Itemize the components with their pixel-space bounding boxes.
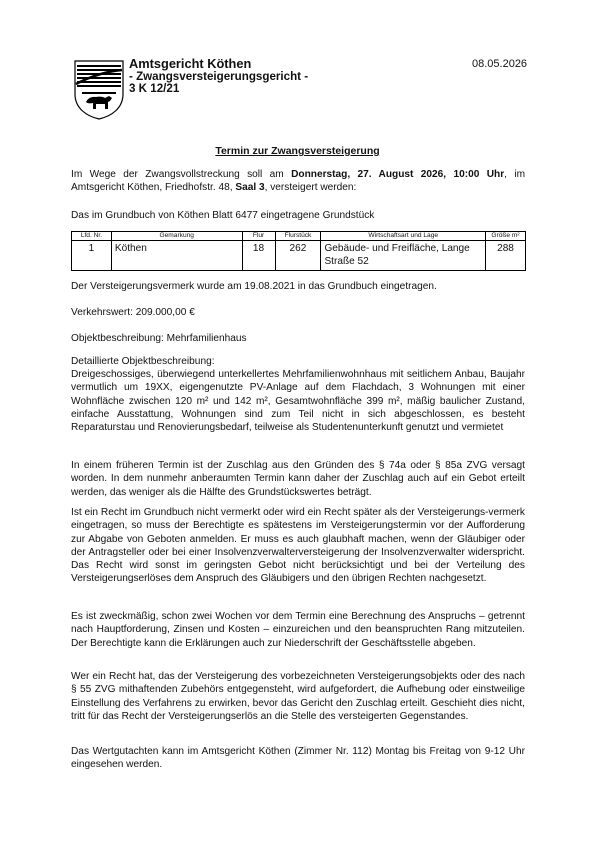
cell-wirtschaftsart: Gebäude- und Freifläche, Lange Straße 52 [321,241,486,271]
intro-text-1: Im Wege der Zwangsvollstreckung soll am [71,169,292,180]
cell-gemarkung: Köthen [111,241,242,271]
object-description: Objektbeschreibung: Mehrfamilienhaus [71,333,247,344]
registration-note: Der Versteigerungsvermerk wurde am 19.08.2021 in das Grundbuch eingetragen. [71,281,437,292]
header-groesse: Größe m² [486,232,526,241]
auction-date: Donnerstag, 27. August 2026, 10:00 Uhr [291,169,505,180]
header-lfd-nr: Lfd. Nr. [72,232,112,241]
detailed-description-label: Detaillierte Objektbeschreibung: [71,356,215,367]
appraisal-paragraph: Das Wertgutachten kann im Amtsgericht Köthen (Zimmer Nr. 112) Montag bis Freitag von 9-12 Uhr eingesehen werden. [71,746,525,771]
file-number: 3 K 12/21 [129,82,180,96]
document-date: 08.05.2026 [472,58,528,70]
cell-flur: 18 [242,241,275,271]
table-header-row [72,232,526,241]
court-header [129,58,308,96]
intro-paragraph [71,168,525,195]
auction-room: Saal 3 [235,182,265,194]
detailed-description: Dreigeschossiges, überwiegend unterkellertes Mehrfamilienwohnhaus mit seitlichem Anbau, Baujahr vermutlich um 19XX, eigengenutzte PV-Anlage auf dem Flachdach, 3 Wohnungen mit einer Wohnfläche zwischen 120 m² und 142 m², Gesamtwohnfläche 399 m², mäßig baulicher Zustand, einfache Ausstattung, Wohnungen sind zum Teil nicht in sich abgeschlossen, es besteht Reparaturstau und Renovierungsbedarf, teilweise als Studentenunterkunft genutzt und vermietet [71,369,525,434]
property-table [71,231,526,271]
header-wirtschaftsart: Wirtschaftsart und Lage [321,232,486,241]
court-subtitle: - Zwangsversteigerungsgericht - [129,69,309,83]
document-title: Termin zur Zwangsversteigerung [215,145,380,157]
cell-lfd-nr: 1 [72,241,112,271]
intro-text-3: , versteigert werden: [264,182,357,194]
register-line: Das im Grundbuch von Köthen Blatt 6477 eingetragene Grundstück [71,210,375,221]
intro-text-2: , im Amtsgericht Köthen, Friedhofstr. 48, [71,169,526,194]
claim-calculation-paragraph: Es ist zweckmäßig, schon zwei Wochen vor dem Termin eine Berechnung des Anspruchs – getrennt nach Hauptforderung, Zinsen und Kosten – einzureichen und den beanspruchten Rang mitzuteilen. Der Berechtigte kann die Erklärungen auch zur Niederschrift der Geschäftsstelle abgeben. [71,611,525,649]
header-flur: Flur [242,232,275,241]
court-name: Amtsgericht Köthen [129,56,252,71]
rights-registration-paragraph: Ist ein Recht im Grundbuch nicht vermerkt oder wird ein Recht später als der Versteigerungs-vermerk eingetragen, so muss der Berechtigte es spätestens im Versteigerungstermin vor der Aufforderung zur Abgabe von Geboten anmelden. Er muss es auch glaubhaft machen, wenn der Gläubiger oder der Antragsteller oder bei einer Insolvenzverwalterversteigerung der Insolvenzverwalter widerspricht. Das Recht wird sonst im geringsten Gebot nicht berücksichtigt und bei der Verteilung des Versteigerungserlöses dem Anspruch des Gläubigers und den übrigen Rechten nachgesetzt. [71,507,525,585]
coat-of-arms-icon [72,58,126,120]
cell-groesse: 288 [486,241,526,271]
header-gemarkung: Gemarkung [111,232,242,241]
table-row [72,241,526,271]
cell-flurstueck: 262 [275,241,321,271]
market-value: Verkehrswert: 209.000,00 € [71,307,195,318]
header-flurstueck: Flurstück [275,232,321,241]
objection-paragraph: Wer ein Recht hat, das der Versteigerung des vorbezeichneten Versteigerungsobjekts oder des nach § 55 ZVG mithaftenden Zubehörs entgegensteht, wird aufgefordert, die Aufhebung oder einstweilige Einstellung des Verfahrens zu erwirken, bevor das Gericht den Zuschlag erteilt. Geschieht dies nicht, tritt für das Recht der Versteigerungserlös an die Stelle des versteigerten Gegenstandes. [71,671,525,722]
previous-term-paragraph: In einem früheren Termin ist der Zuschlag aus den Gründen des § 74a oder § 85a ZVG versagt worden. In dem nunmehr anberaumten Termin kann daher der Zuschlag auch auf ein Gebot erteilt werden, das weniger als die Hälfte des Grundstückswertes beträgt. [71,460,525,498]
